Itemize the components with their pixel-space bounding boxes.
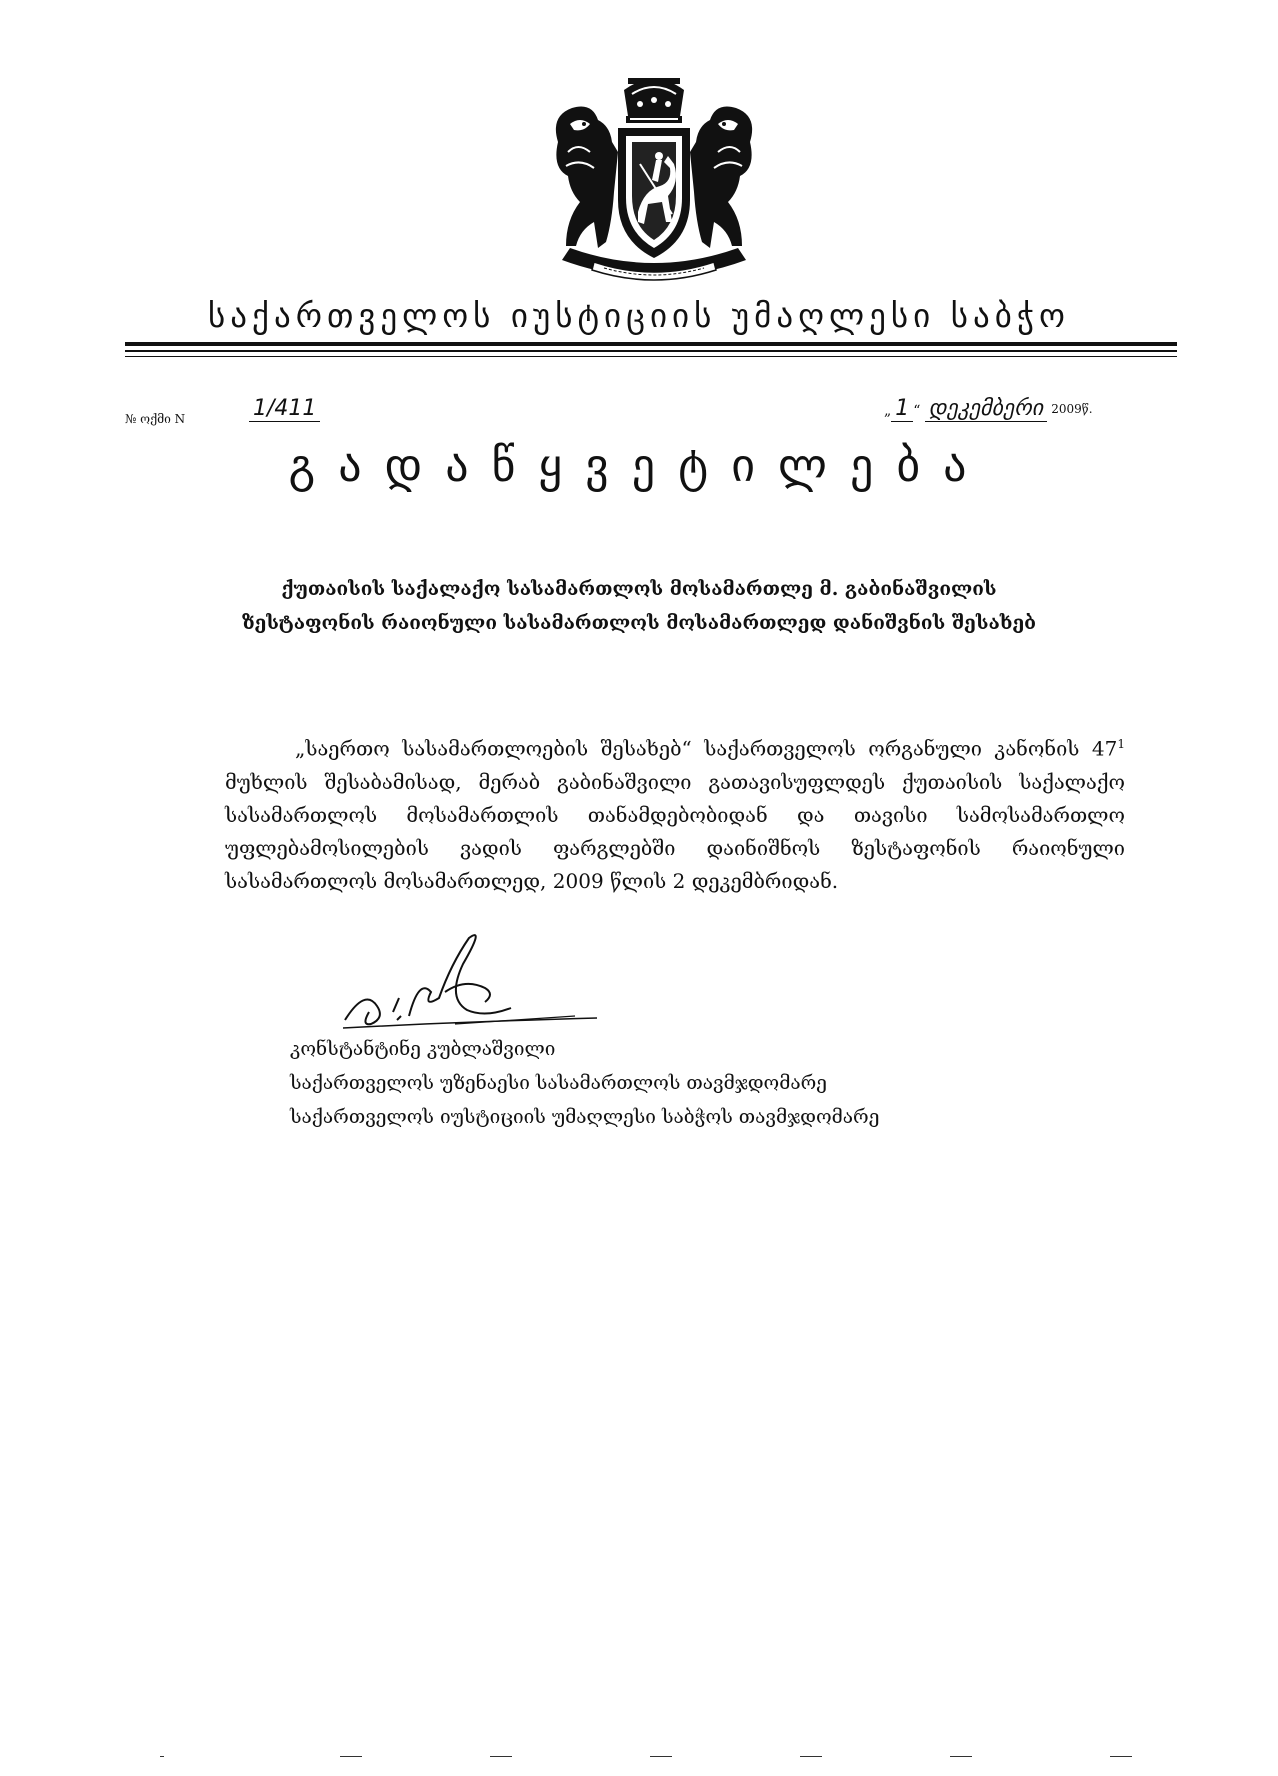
document-number-label: № ოქმი N [125,412,186,426]
signatory-title: საქართველოს იუსტიციის უმაღლესი საბჭოს თავმჯდომარე [290,1106,880,1128]
body-part: მუხლის შესაბამისად, მერაბ გაბინაშვილი გათავისუფლდეს ქუთაისის საქალაქო სასამართლოს მოსამართლის თანამდებობიდან და თავისი სამოსამართლო უფლებამოსილების ვადის ფარგლებში დაინიშნოს ზესტაფონის რაიონული სასამართლოს მოსამართლედ, 2009 წლის 2 დეკემბრიდან. [225,769,1125,893]
document-type-heading: გადაწყვეტილება [288,438,990,492]
subject-line: ზესტაფონის რაიონული სასამართლოს მოსამართლედ დანიშვნის შესახებ [241,612,1037,634]
decision-body [225,728,1125,898]
edge-mark [950,1756,972,1757]
signatory-block [290,1032,879,1134]
edge-mark [490,1756,512,1757]
subject-line: ქუთაისის საქალაქო სასამართლოს მოსამართლე მ. გაბინაშვილის [281,578,997,600]
shield-icon [618,128,690,258]
edge-mark [160,1756,164,1757]
body-part: „საერთო სასამართლოების შესახებ“ საქართველოს ორგანული კანონის 47 [295,736,1118,761]
crown-icon [624,78,684,123]
page-edge-marks [160,1756,1160,1760]
date-quote-open: „ [884,403,892,419]
header-rule [125,350,1177,352]
date-year: 2009წ. [1051,402,1093,416]
right-lion-icon [690,107,752,249]
coat-of-arms-emblem [540,72,768,292]
signatory-title: საქართველოს უზენაესი სასამართლოს თავმჯდომარე [290,1072,827,1094]
date-month: დეკემბერი [925,396,1048,422]
edge-mark [340,1756,362,1757]
header-rule [125,342,1177,346]
article-superscript: 1 [1117,737,1125,751]
organization-name: საქართველოს იუსტიციის უმაღლესი საბჭო [208,296,1070,335]
date-quote-close: “ [913,403,921,419]
document-number: 1/411 [249,396,320,422]
document-subject [150,572,1128,640]
signatory-name: კონსტანტინე კუბლაშვილი [290,1038,556,1060]
document-date [884,396,1093,421]
header-rule [125,356,1177,357]
date-day: 1 [891,396,913,422]
edge-mark [800,1756,822,1757]
left-lion-icon [556,107,618,249]
edge-mark [650,1756,672,1757]
edge-mark [1110,1756,1132,1757]
handwritten-signature [335,928,605,1038]
